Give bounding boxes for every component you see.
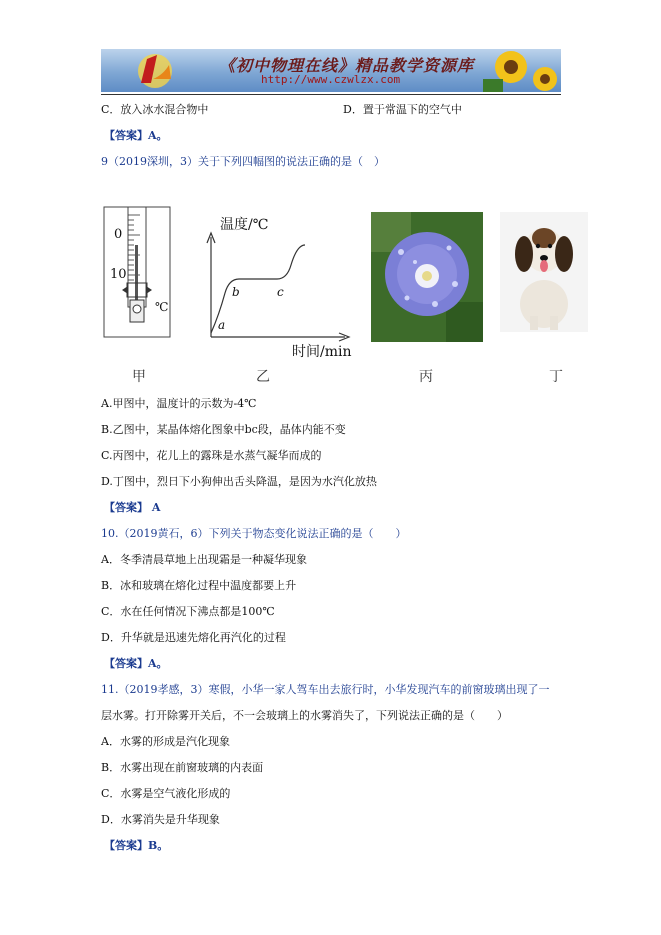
graph-ylabel: 温度/℃ (220, 217, 269, 233)
question-11-stem-2: 层水雾。打开除雾开关后，不一会玻璃上的水雾消失了，下列说法正确的是（ ） (101, 709, 508, 722)
thermometer-unit: ℃ (155, 300, 169, 314)
dog-photo (500, 212, 588, 332)
q9-option-d: D.丁图中，烈日下小狗伸出舌头降温，是因为水汽化放热 (101, 475, 377, 488)
q9-option-b: B.乙图中，某晶体熔化图象中bc段，晶体内能不变 (101, 423, 346, 436)
question-10-stem: 10.（2019黄石，6）下列关于物态变化说法正确的是（ ） (101, 527, 407, 540)
q11-option-a: A．水雾的形成是汽化现象 (101, 735, 230, 748)
answer-9: 【答案】 A (104, 501, 161, 514)
q10-option-c: C．水在任何情况下沸点都是100℃ (101, 605, 275, 618)
figure-label-ding: 丁 (549, 369, 563, 385)
q10-option-a: A．冬季清晨草地上出现霜是一种凝华现象 (101, 553, 307, 566)
graph-point-c: c (277, 285, 284, 299)
q10-option-b: B．冰和玻璃在熔化过程中温度都要上升 (101, 579, 297, 592)
q10-option-d: D．升华就是迅速先熔化再汽化的过程 (101, 631, 286, 644)
q11-option-b: B．水雾出现在前窗玻璃的内表面 (101, 761, 264, 774)
q11-option-c: C．水雾是空气液化形成的 (101, 787, 231, 800)
answer-10: 【答案】A。 (104, 657, 168, 670)
question-9-text: 9（2019深圳，3）关于下列四幅图的说法正确的是（ ） (101, 155, 385, 168)
morning-glory-photo (371, 212, 483, 342)
question-11-stem-1: 11.（2019孝感，3）寒假，小华一家人驾车出去旅行时，小华发现汽车的前窗玻璃出现了一 (101, 683, 550, 696)
answer-11: 【答案】B。 (104, 839, 169, 852)
q9-option-c: C.丙图中，花儿上的露珠是水蒸气凝华而成的 (101, 449, 322, 462)
thermometer-tick-10: 10 (110, 267, 127, 282)
q9-option-a: A.甲图中，温度计的示数为-4℃ (101, 397, 257, 410)
figure-label-bing: 丙 (419, 369, 433, 385)
melting-graph-figure (205, 215, 355, 345)
header-banner (101, 49, 561, 92)
answer-8: 【答案】A。 (104, 129, 168, 142)
figure-label-yi: 乙 (256, 369, 270, 385)
graph-xlabel: 时间/min (292, 344, 352, 360)
header-divider (101, 94, 561, 95)
graph-point-a: a (218, 318, 226, 332)
figure-label-jia: 甲 (132, 369, 146, 385)
option-d-prev: D．置于常温下的空气中 (343, 103, 462, 116)
thermometer-tick-0: 0 (114, 227, 123, 242)
banner-url: http://www.czwlzx.com (261, 73, 401, 86)
question-9-stem (101, 155, 385, 169)
logo-icon (129, 49, 189, 92)
banner-title: 《初中物理在线》精品教学资源库 (219, 56, 475, 75)
q11-option-d: D．水雾消失是升华现象 (101, 813, 220, 826)
sunflower-icon (473, 49, 561, 92)
option-c-prev: C．放入冰水混合物中 (101, 103, 209, 116)
graph-point-b: b (232, 285, 240, 299)
